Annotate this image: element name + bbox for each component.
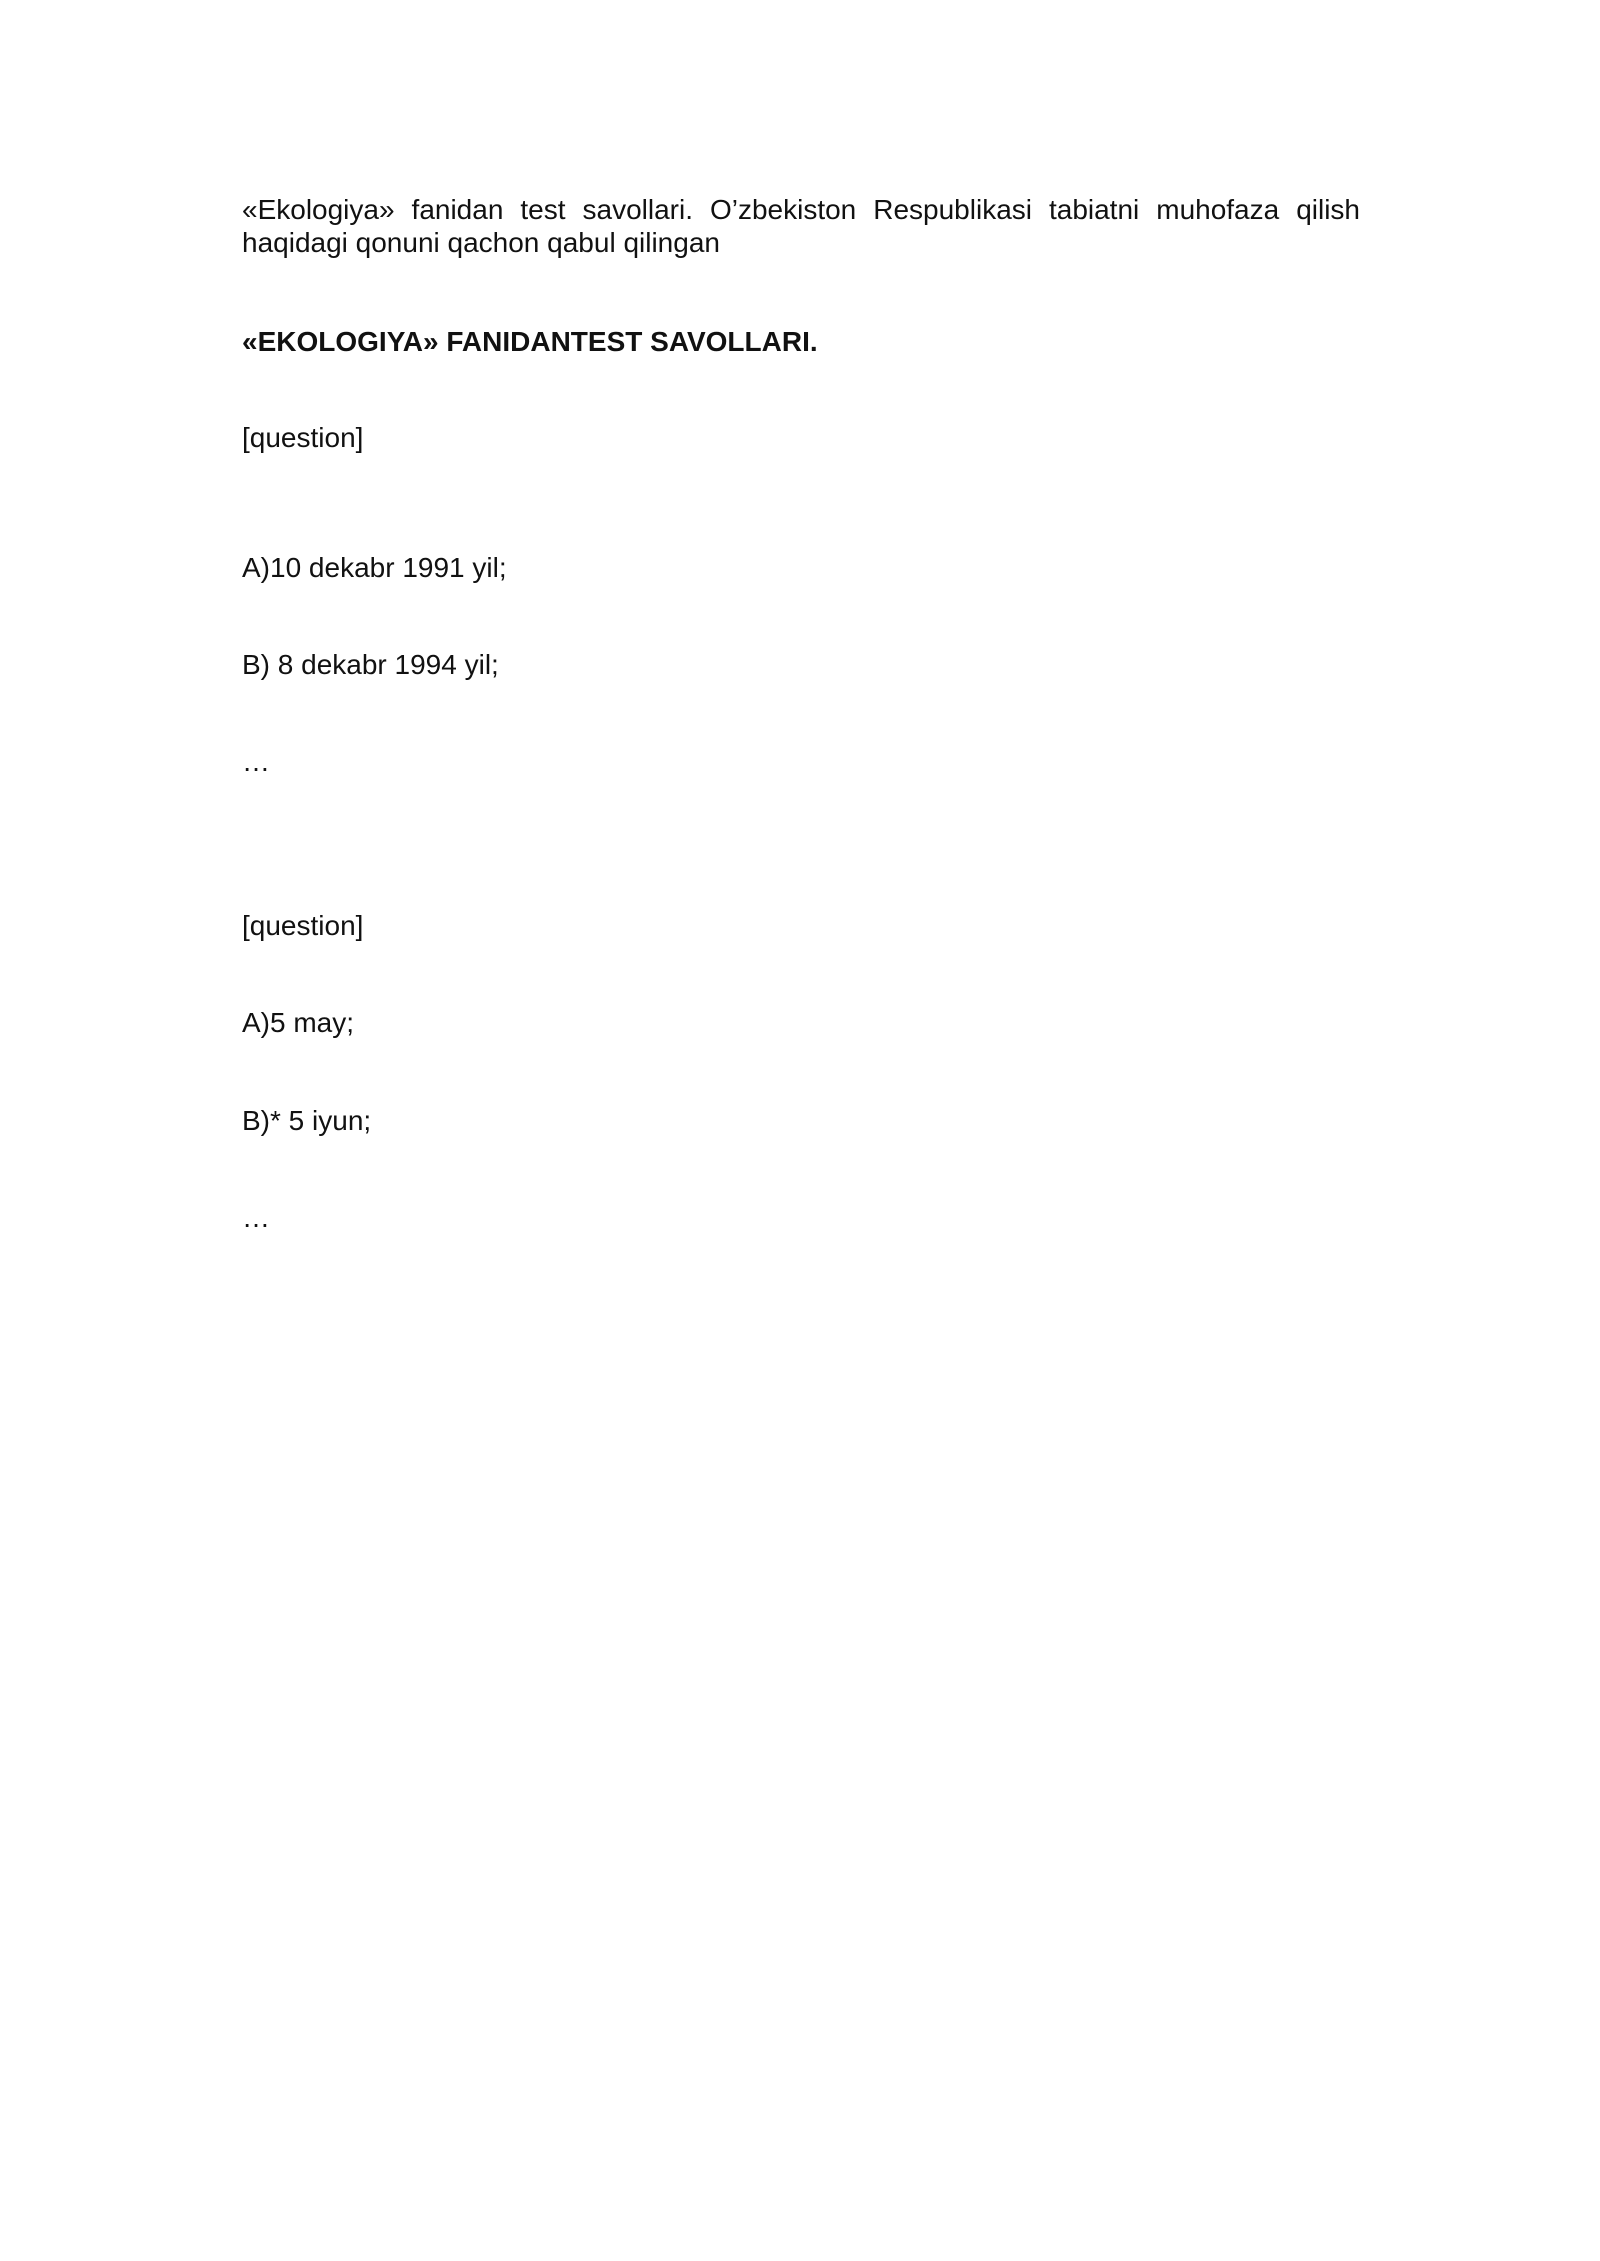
intro-text: «Ekologiya» fanidan test savollari. O’zbekiston Respublikasi tabiatni muhofaza qilish haqidagi qonuni qachon qabul qilingan	[242, 194, 1360, 258]
question-1-option-a: A)10 dekabr 1991 yil;	[242, 552, 507, 583]
question-1-option-c: …	[242, 746, 270, 777]
question-1-option-b: B) 8 dekabr 1994 yil;	[242, 649, 499, 680]
question-2-option-b: B)* 5 iyun;	[242, 1105, 372, 1136]
question-2-option-c: …	[242, 1202, 270, 1233]
question-2: [question]	[242, 910, 364, 941]
question-1: [question]	[242, 422, 364, 453]
document-heading: «EKOLOGIYA» FANIDANTEST SAVOLLARI.	[242, 326, 818, 357]
question-2-option-a: A)5 may;	[242, 1007, 355, 1038]
